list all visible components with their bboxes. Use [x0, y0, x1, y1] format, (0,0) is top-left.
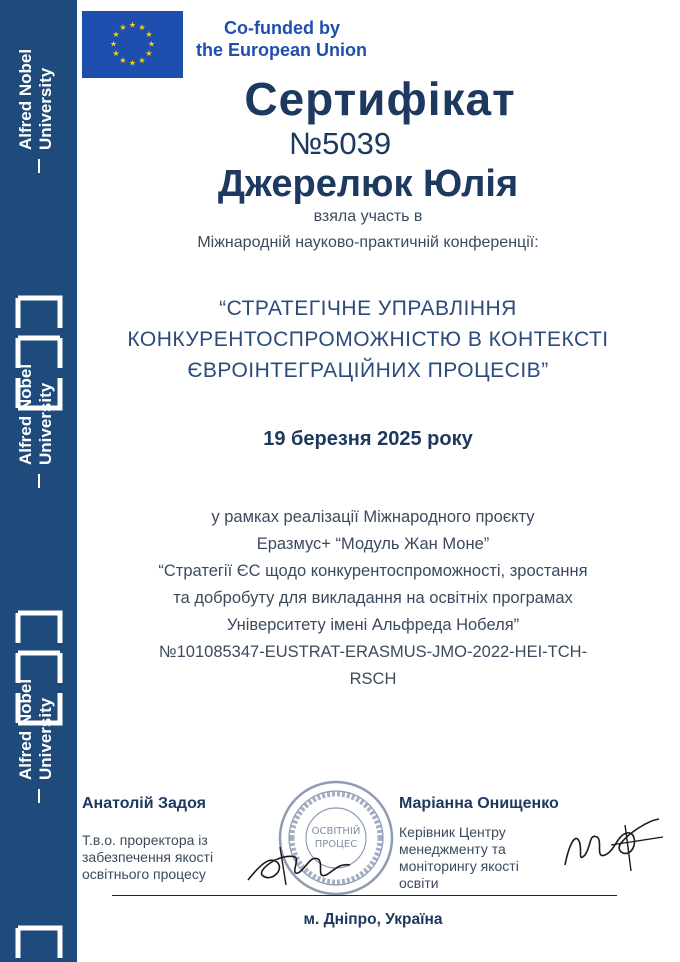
- left-signature: [240, 835, 360, 890]
- recipient-name: Джерелюк Юлія: [217, 163, 519, 205]
- project-line: у рамках реалізації Міжнародного проєкту: [211, 508, 535, 526]
- certificate-number: №5039: [288, 126, 392, 161]
- role-line: Керівник Центру: [399, 824, 506, 840]
- role-line: забезпечення якості: [82, 849, 214, 865]
- project-line: RSCH: [349, 670, 397, 688]
- svg-text:★: ★: [138, 23, 146, 32]
- university-name-vertical: [16, 630, 56, 780]
- stamp-text-line1: ОСВІТНІЙ: [311, 826, 361, 837]
- university-name-line2: University: [36, 697, 55, 780]
- cofund-line1: Co-funded by: [224, 18, 340, 38]
- role-line: Т.в.о. проректора із: [82, 832, 208, 848]
- footer-divider: [112, 895, 617, 896]
- university-name-line1: Alfred Nobel: [16, 363, 35, 465]
- role-line: освіти: [399, 875, 439, 891]
- cofund-line2: the European Union: [196, 40, 367, 60]
- conference-title-line: КОНКУРЕНТОСПРОМОЖНІСТЮ В КОНТЕКСТІ: [127, 328, 609, 351]
- conference-date: 19 березня 2025 року: [263, 428, 473, 450]
- project-line: “Стратегії ЄС щодо конкурентоспроможності, зростання: [158, 562, 588, 580]
- university-name-vertical: [16, 315, 56, 465]
- project-line: Еразмус+ “Модуль Жан Моне”: [256, 535, 490, 553]
- project-line: №101085347-EUSTRAT-ERASMUS-JMO-2022-HEI-TCH-: [158, 643, 588, 661]
- svg-text:★: ★: [138, 56, 146, 65]
- band-separator: [38, 474, 40, 488]
- svg-text:★: ★: [112, 49, 120, 58]
- city-location: м. Дніпро, Україна: [303, 911, 443, 928]
- right-signatory-role: [399, 824, 519, 892]
- svg-text:★: ★: [128, 20, 137, 30]
- svg-text:★: ★: [147, 39, 156, 49]
- stamp-text-line2: ПРОЦЕС: [314, 839, 358, 850]
- university-name-line1: Alfred Nobel: [16, 678, 35, 780]
- band-brand-unit: [0, 315, 77, 630]
- anu-logo-icon: [12, 924, 66, 962]
- university-name-line1: Alfred Nobel: [16, 48, 35, 150]
- left-signatory-role: [82, 832, 213, 883]
- eu-flag-icon: [82, 11, 183, 78]
- left-signatory-name: Анатолій Задоя: [82, 795, 206, 812]
- conference-title: [78, 293, 658, 386]
- role-line: менеджменту та: [399, 841, 506, 857]
- svg-text:★: ★: [112, 30, 120, 39]
- svg-text:★: ★: [119, 23, 127, 32]
- event-type: Міжнародній науково-практичній конференції:: [197, 234, 539, 251]
- project-line: та добробуту для викладання на освітніх програмах: [173, 589, 573, 607]
- right-signatory-name: Маріанна Онищенко: [399, 795, 559, 812]
- svg-text:★: ★: [145, 49, 153, 58]
- svg-text:★: ★: [109, 39, 118, 49]
- project-description: [78, 504, 668, 693]
- project-line: Університету імені Альфреда Нобеля”: [226, 616, 520, 634]
- svg-text:★: ★: [119, 56, 127, 65]
- svg-text:★: ★: [145, 30, 153, 39]
- university-name-line2: University: [36, 382, 55, 465]
- conference-title-line: “СТРАТЕГІЧНЕ УПРАВЛІННЯ: [219, 297, 517, 320]
- band-brand-unit: [0, 630, 77, 945]
- band-separator: [38, 789, 40, 803]
- role-line: освітнього процесу: [82, 866, 206, 882]
- conference-title-line: ЄВРОІНТЕГРАЦІЙНИХ ПРОЦЕСІВ”: [187, 359, 549, 382]
- svg-text:★: ★: [128, 58, 137, 68]
- participation-text: взяла участь в: [313, 208, 423, 225]
- certificate-title: Сертифікат: [244, 73, 516, 125]
- university-name-line2: University: [36, 67, 55, 150]
- eu-cofunding-label: [196, 17, 367, 61]
- role-line: моніторингу якості: [399, 858, 519, 874]
- right-signature: [555, 815, 670, 875]
